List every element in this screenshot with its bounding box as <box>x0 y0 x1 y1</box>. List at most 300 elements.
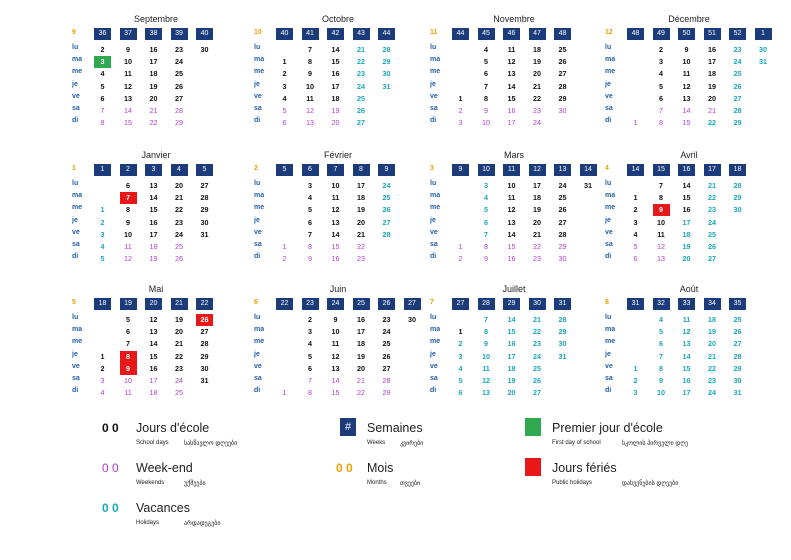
calendar-day: 17 <box>149 376 158 385</box>
weekday-label: sa <box>72 241 80 248</box>
calendar-day: 18 <box>533 193 541 203</box>
calendar-day: 20 <box>507 388 516 398</box>
weekday-label: lu <box>605 180 612 187</box>
calendar-day: 2 <box>282 69 287 79</box>
weekday-label: lu <box>254 44 261 51</box>
calendar-day: 30 <box>200 363 209 373</box>
calendar-day: 18 <box>533 45 541 54</box>
calendar-day: 1 <box>282 388 287 398</box>
weekday-label: ve <box>254 362 262 370</box>
legend-weeks-sub-ka: კვირები <box>400 441 424 447</box>
legend-school-symbol: 0 0 <box>102 421 119 435</box>
calendar-day: 4 <box>633 229 638 239</box>
weekday-label: je <box>72 216 78 224</box>
calendar-day: 1 <box>458 93 463 103</box>
weekday-label: ma <box>605 56 616 64</box>
calendar-day: 26 <box>175 81 183 91</box>
calendar-day: 1 <box>633 363 638 373</box>
week-number: 20 <box>145 298 162 310</box>
calendar-day: 10 <box>331 327 340 337</box>
calendar-day: 25 <box>733 315 742 324</box>
calendar-day: 20 <box>175 181 183 190</box>
weekday-label: me <box>254 338 265 346</box>
legend-public-holiday-sub-ka: დასვენების დღეები <box>622 481 679 487</box>
calendar-day: 8 <box>659 363 663 373</box>
calendar-day: 11 <box>124 388 132 398</box>
calendar-day: 3 <box>633 217 638 227</box>
calendar-day: 26 <box>708 242 716 251</box>
holiday-day: 9 <box>120 363 137 375</box>
calendar-day: 11 <box>682 315 691 324</box>
calendar-day: 15 <box>682 118 691 128</box>
month-number: 7 <box>430 299 434 306</box>
calendar-day: 23 <box>382 315 391 324</box>
weekday-label: di <box>254 253 261 261</box>
calendar-day: 15 <box>682 193 691 203</box>
legend-vacation-sub-en: Holidays <box>136 520 160 526</box>
calendar-day: 7 <box>659 106 663 115</box>
weekday-label: ma <box>254 326 265 334</box>
calendar-day: 9 <box>484 339 488 349</box>
week-number: 44 <box>378 28 395 40</box>
week-number: 18 <box>94 298 111 310</box>
calendar-day: 6 <box>633 254 638 264</box>
legend-weeks-symbol: # <box>344 421 352 433</box>
calendar-day: 15 <box>149 205 158 215</box>
calendar-day: 20 <box>708 339 716 349</box>
calendar-day: 5 <box>100 254 105 264</box>
calendar-day: 18 <box>357 339 365 349</box>
calendar-day: 8 <box>659 118 663 128</box>
calendar-day: 24 <box>382 327 391 337</box>
calendar-day: 14 <box>124 106 132 115</box>
month-title: Mai <box>148 284 164 294</box>
legend-first-day-sub-en: First day of school <box>552 440 601 446</box>
calendar-day: 23 <box>708 376 716 385</box>
month-title: Octobre <box>321 14 354 24</box>
calendar-day: 29 <box>733 193 742 203</box>
weekday-label: lu <box>72 180 79 187</box>
calendar-day: 29 <box>733 363 742 373</box>
legend-months-symbol: 0 0 <box>336 461 353 475</box>
month-number: 8 <box>605 299 609 306</box>
week-number: 5 <box>196 164 213 176</box>
calendar-day: 7 <box>484 81 488 91</box>
calendar-day: 26 <box>558 57 567 67</box>
calendar-day: 4 <box>659 69 663 79</box>
month-avril <box>603 150 775 280</box>
calendar-day: 9 <box>126 217 130 227</box>
calendar-day: 6 <box>126 327 130 337</box>
calendar-day: 6 <box>282 118 287 128</box>
week-number: 39 <box>171 28 188 40</box>
calendar-day: 3 <box>308 181 312 190</box>
weekday-label: me <box>254 204 265 212</box>
calendar-day: 18 <box>149 69 158 79</box>
holiday-day: 8 <box>120 351 137 363</box>
calendar-day: 1 <box>282 57 287 67</box>
calendar-day: 27 <box>382 363 391 373</box>
calendar-day: 16 <box>708 45 716 54</box>
calendar-day: 20 <box>357 217 365 227</box>
calendar-day: 6 <box>659 339 663 349</box>
calendar-day: 3 <box>484 181 488 190</box>
calendar-day: 3 <box>458 351 463 361</box>
calendar-day: 8 <box>484 242 488 251</box>
calendar-day: 12 <box>306 106 314 115</box>
calendar-day: 26 <box>175 254 183 264</box>
calendar-day: 22 <box>149 118 158 128</box>
month-title: Août <box>679 284 699 294</box>
month-number: 6 <box>254 299 258 306</box>
calendar-day: 7 <box>126 339 130 349</box>
calendar-day: 22 <box>357 57 365 67</box>
week-number: 14 <box>627 164 644 176</box>
calendar-day: 13 <box>306 118 314 128</box>
month-number: 9 <box>72 29 76 36</box>
calendar-day: 27 <box>200 181 209 190</box>
weekday-label: me <box>605 338 616 346</box>
legend-weekend-title: Week-end <box>136 461 193 475</box>
week-number: 40 <box>196 28 213 40</box>
month-mars <box>428 150 600 280</box>
week-number: 5 <box>276 164 293 176</box>
calendar-day: 12 <box>331 205 340 215</box>
weekday-label: je <box>430 216 436 224</box>
month-octobre <box>252 14 424 144</box>
month-title: Février <box>323 150 352 160</box>
calendar-day: 31 <box>733 388 742 398</box>
week-number: 42 <box>327 28 344 40</box>
month-number: 2 <box>254 165 258 172</box>
calendar-day: 16 <box>149 363 158 373</box>
weekday-label: di <box>430 387 437 395</box>
calendar-day: 15 <box>331 388 340 398</box>
week-number: 11 <box>503 164 520 176</box>
legend-first-day-sub-ka: სკოლის პირველი დღე <box>622 441 689 447</box>
calendar-day: 2 <box>100 217 105 227</box>
calendar-day: 4 <box>484 45 488 54</box>
weekday-label: je <box>430 80 436 88</box>
calendar-day: 13 <box>149 181 158 190</box>
calendar-day: 14 <box>331 229 340 239</box>
calendar-day: 22 <box>357 388 365 398</box>
calendar-day: 9 <box>333 315 338 324</box>
calendar-day: 16 <box>331 69 340 79</box>
month-number: 4 <box>605 165 609 172</box>
calendar-day: 21 <box>357 45 365 54</box>
month-title: Septembre <box>133 14 179 24</box>
calendar-day: 29 <box>733 118 742 128</box>
calendar-day: 24 <box>175 229 183 239</box>
weekday-label: sa <box>605 105 613 112</box>
weekday-label: sa <box>605 241 613 248</box>
calendar-day: 22 <box>533 93 541 103</box>
calendar-day: 18 <box>149 388 158 398</box>
weekday-label: lu <box>605 314 612 321</box>
weekday-label: ma <box>605 192 616 200</box>
calendar-day: 14 <box>507 315 516 324</box>
weekday-label: sa <box>254 241 262 248</box>
week-number: 35 <box>729 298 746 310</box>
calendar-day: 2 <box>282 254 287 264</box>
calendar-day: 15 <box>682 363 691 373</box>
calendar-day: 25 <box>382 339 391 349</box>
calendar-day: 15 <box>507 93 516 103</box>
month-number: 5 <box>72 299 76 306</box>
calendar-day: 5 <box>126 315 130 324</box>
weekday-label: ma <box>254 56 265 64</box>
calendar-day: 8 <box>308 388 312 398</box>
calendar-day: 8 <box>126 205 130 215</box>
weekday-label: sa <box>430 241 438 248</box>
calendar-day: 13 <box>124 93 132 103</box>
week-number: 9 <box>378 164 395 176</box>
calendar-day: 16 <box>149 45 158 54</box>
calendar-day: 27 <box>558 217 567 227</box>
weekday-label: ma <box>72 56 83 64</box>
calendar-day: 30 <box>733 376 742 385</box>
calendar-day: 11 <box>331 339 340 349</box>
calendar-day: 13 <box>331 217 340 227</box>
month-number: 10 <box>254 29 262 36</box>
calendar-day: 25 <box>558 45 567 54</box>
calendar-day: 5 <box>484 57 488 67</box>
calendar-day: 29 <box>382 388 391 398</box>
legend-first-day-title: Premier jour d'école <box>552 421 663 435</box>
weekday-label: je <box>254 350 260 358</box>
weekday-label: me <box>430 204 441 212</box>
weekday-label: di <box>72 117 79 125</box>
weekday-label: ve <box>605 228 613 236</box>
calendar-day: 22 <box>708 363 716 373</box>
calendar-day: 14 <box>682 181 691 190</box>
weekday-label: lu <box>254 314 261 321</box>
calendar-day: 13 <box>149 327 158 337</box>
weekday-label: ve <box>605 362 613 370</box>
calendar-day: 4 <box>100 69 105 79</box>
week-number: 21 <box>171 298 188 310</box>
week-number: 24 <box>327 298 344 310</box>
weekday-label: ma <box>254 192 265 200</box>
calendar-day: 27 <box>200 327 209 337</box>
weekday-label: me <box>72 68 83 76</box>
month-septembre <box>70 14 242 144</box>
week-number: 51 <box>704 28 721 40</box>
calendar-day: 4 <box>282 93 287 103</box>
calendar-day: 22 <box>708 193 716 203</box>
calendar-day: 9 <box>659 376 663 385</box>
weekday-label: je <box>254 216 260 224</box>
calendar-day: 21 <box>357 376 365 385</box>
calendar-day: 12 <box>682 81 691 91</box>
calendar-day: 3 <box>282 81 287 91</box>
calendar-day: 25 <box>533 363 541 373</box>
calendar-day: 16 <box>331 254 340 264</box>
calendar-day: 22 <box>175 351 183 361</box>
week-number: 45 <box>478 28 495 40</box>
calendar-day: 25 <box>708 229 716 239</box>
weekday-label: je <box>605 80 611 88</box>
calendar-day: 16 <box>149 217 158 227</box>
calendar-day: 3 <box>458 118 463 128</box>
week-number: 6 <box>302 164 319 176</box>
week-number: 7 <box>327 164 344 176</box>
weekday-label: je <box>72 350 78 358</box>
calendar-day: 1 <box>100 351 105 361</box>
weekday-label: ma <box>430 192 441 200</box>
week-number: 46 <box>503 28 520 40</box>
calendar-day: 7 <box>484 315 488 324</box>
calendar-day: 23 <box>533 339 541 349</box>
weekday-label: me <box>254 68 265 76</box>
calendar-day: 15 <box>507 242 516 251</box>
calendar-day: 17 <box>357 327 365 337</box>
calendar-day: 4 <box>100 242 105 251</box>
weekday-label: me <box>430 68 441 76</box>
week-number: 16 <box>678 164 695 176</box>
week-number: 1 <box>94 164 111 176</box>
calendar-day: 31 <box>584 181 592 190</box>
calendar-day: 14 <box>507 81 516 91</box>
calendar-day: 10 <box>507 181 516 190</box>
month-février <box>252 150 424 280</box>
calendar-day: 7 <box>100 106 105 115</box>
month-décembre <box>603 14 775 144</box>
calendar-day: 19 <box>357 205 365 215</box>
calendar-day: 12 <box>657 242 665 251</box>
calendar-day: 21 <box>533 81 541 91</box>
weekday-label: ve <box>72 92 80 100</box>
calendar-day: 3 <box>308 327 312 337</box>
calendar-day: 9 <box>308 69 312 79</box>
calendar-day: 11 <box>124 242 132 251</box>
calendar-day: 5 <box>308 205 312 215</box>
calendar-day: 15 <box>507 327 516 337</box>
calendar-day: 23 <box>357 69 365 79</box>
calendar-day: 14 <box>149 339 158 349</box>
calendar-day: 31 <box>200 229 209 239</box>
calendar-day: 6 <box>308 363 312 373</box>
calendar-day: 1 <box>100 205 105 215</box>
calendar-day: 17 <box>507 351 516 361</box>
calendar-day: 21 <box>357 229 365 239</box>
calendar-day: 29 <box>175 118 183 128</box>
calendar-day: 23 <box>357 254 365 264</box>
week-number: 48 <box>627 28 644 40</box>
month-novembre <box>428 14 600 144</box>
calendar-day: 5 <box>308 351 312 361</box>
week-number: 31 <box>554 298 571 310</box>
calendar-day: 16 <box>357 315 365 324</box>
calendar-day: 7 <box>308 376 312 385</box>
calendar-day: 18 <box>507 363 516 373</box>
calendar-day: 9 <box>126 45 130 54</box>
legend-public-holiday-title: Jours fériés <box>552 461 617 475</box>
calendar-day: 12 <box>149 315 158 324</box>
legend-public-holiday-swatch <box>525 458 541 476</box>
holiday-day: 9 <box>653 204 670 216</box>
calendar-day: 28 <box>733 106 742 115</box>
calendar-day: 6 <box>126 181 130 190</box>
calendar-day: 13 <box>657 254 665 264</box>
calendar-day: 1 <box>458 327 463 337</box>
calendar-day: 11 <box>124 69 132 79</box>
calendar-day: 10 <box>682 57 691 67</box>
calendar-day: 11 <box>507 45 516 54</box>
weekday-label: sa <box>254 375 262 382</box>
weekday-label: ma <box>430 56 441 64</box>
calendar-day: 2 <box>633 205 638 215</box>
legend-weeks-swatch <box>340 418 356 436</box>
calendar-day: 22 <box>357 242 365 251</box>
calendar-day: 29 <box>200 351 209 361</box>
week-number: 32 <box>653 298 670 310</box>
calendar-day: 7 <box>659 351 663 361</box>
calendar-day: 20 <box>708 93 716 103</box>
week-number: 18 <box>729 164 746 176</box>
calendar-day: 23 <box>533 106 541 115</box>
week-number: 48 <box>554 28 571 40</box>
calendar-day: 10 <box>124 57 132 67</box>
calendar-day: 15 <box>331 242 340 251</box>
calendar-day: 5 <box>100 81 105 91</box>
week-number: 8 <box>353 164 370 176</box>
week-number: 47 <box>529 28 546 40</box>
month-number: 3 <box>430 165 434 172</box>
calendar-day: 5 <box>282 106 287 115</box>
calendar-day: 11 <box>331 193 340 203</box>
calendar-day: 15 <box>149 351 158 361</box>
calendar-day: 19 <box>533 205 541 215</box>
week-number: 15 <box>653 164 670 176</box>
week-number: 50 <box>678 28 695 40</box>
month-mai <box>70 284 242 414</box>
calendar-day: 4 <box>484 193 488 203</box>
calendar-day: 12 <box>507 205 516 215</box>
weekday-label: ve <box>430 92 438 100</box>
weekday-label: di <box>605 253 612 261</box>
calendar-day: 9 <box>308 254 312 264</box>
weekday-label: di <box>605 117 612 125</box>
month-number: 1 <box>72 165 76 172</box>
calendar-day: 6 <box>484 69 488 79</box>
legend-vacation-sub-ka: არდადეგები <box>184 521 221 527</box>
calendar-day: 10 <box>482 118 490 128</box>
calendar-day: 24 <box>708 388 716 398</box>
calendar-day: 24 <box>533 351 541 361</box>
month-title: Avril <box>680 150 698 160</box>
weekday-label: ve <box>430 362 438 370</box>
calendar-day: 25 <box>175 242 183 251</box>
calendar-day: 17 <box>357 181 365 190</box>
calendar-day: 21 <box>533 315 541 324</box>
calendar-day: 9 <box>684 45 689 54</box>
weekday-label: ma <box>72 192 83 200</box>
calendar-day: 13 <box>482 388 490 398</box>
calendar-day: 27 <box>175 93 183 103</box>
calendar-day: 20 <box>149 93 158 103</box>
calendar-day: 12 <box>482 376 490 385</box>
calendar-day: 13 <box>507 217 516 227</box>
week-number: 28 <box>478 298 495 310</box>
calendar-day: 29 <box>382 57 391 67</box>
calendar-day: 26 <box>733 81 742 91</box>
calendar-day: 8 <box>308 242 312 251</box>
calendar-day: 17 <box>682 388 691 398</box>
calendar-day: 30 <box>733 205 742 215</box>
calendar-day: 31 <box>200 376 209 385</box>
